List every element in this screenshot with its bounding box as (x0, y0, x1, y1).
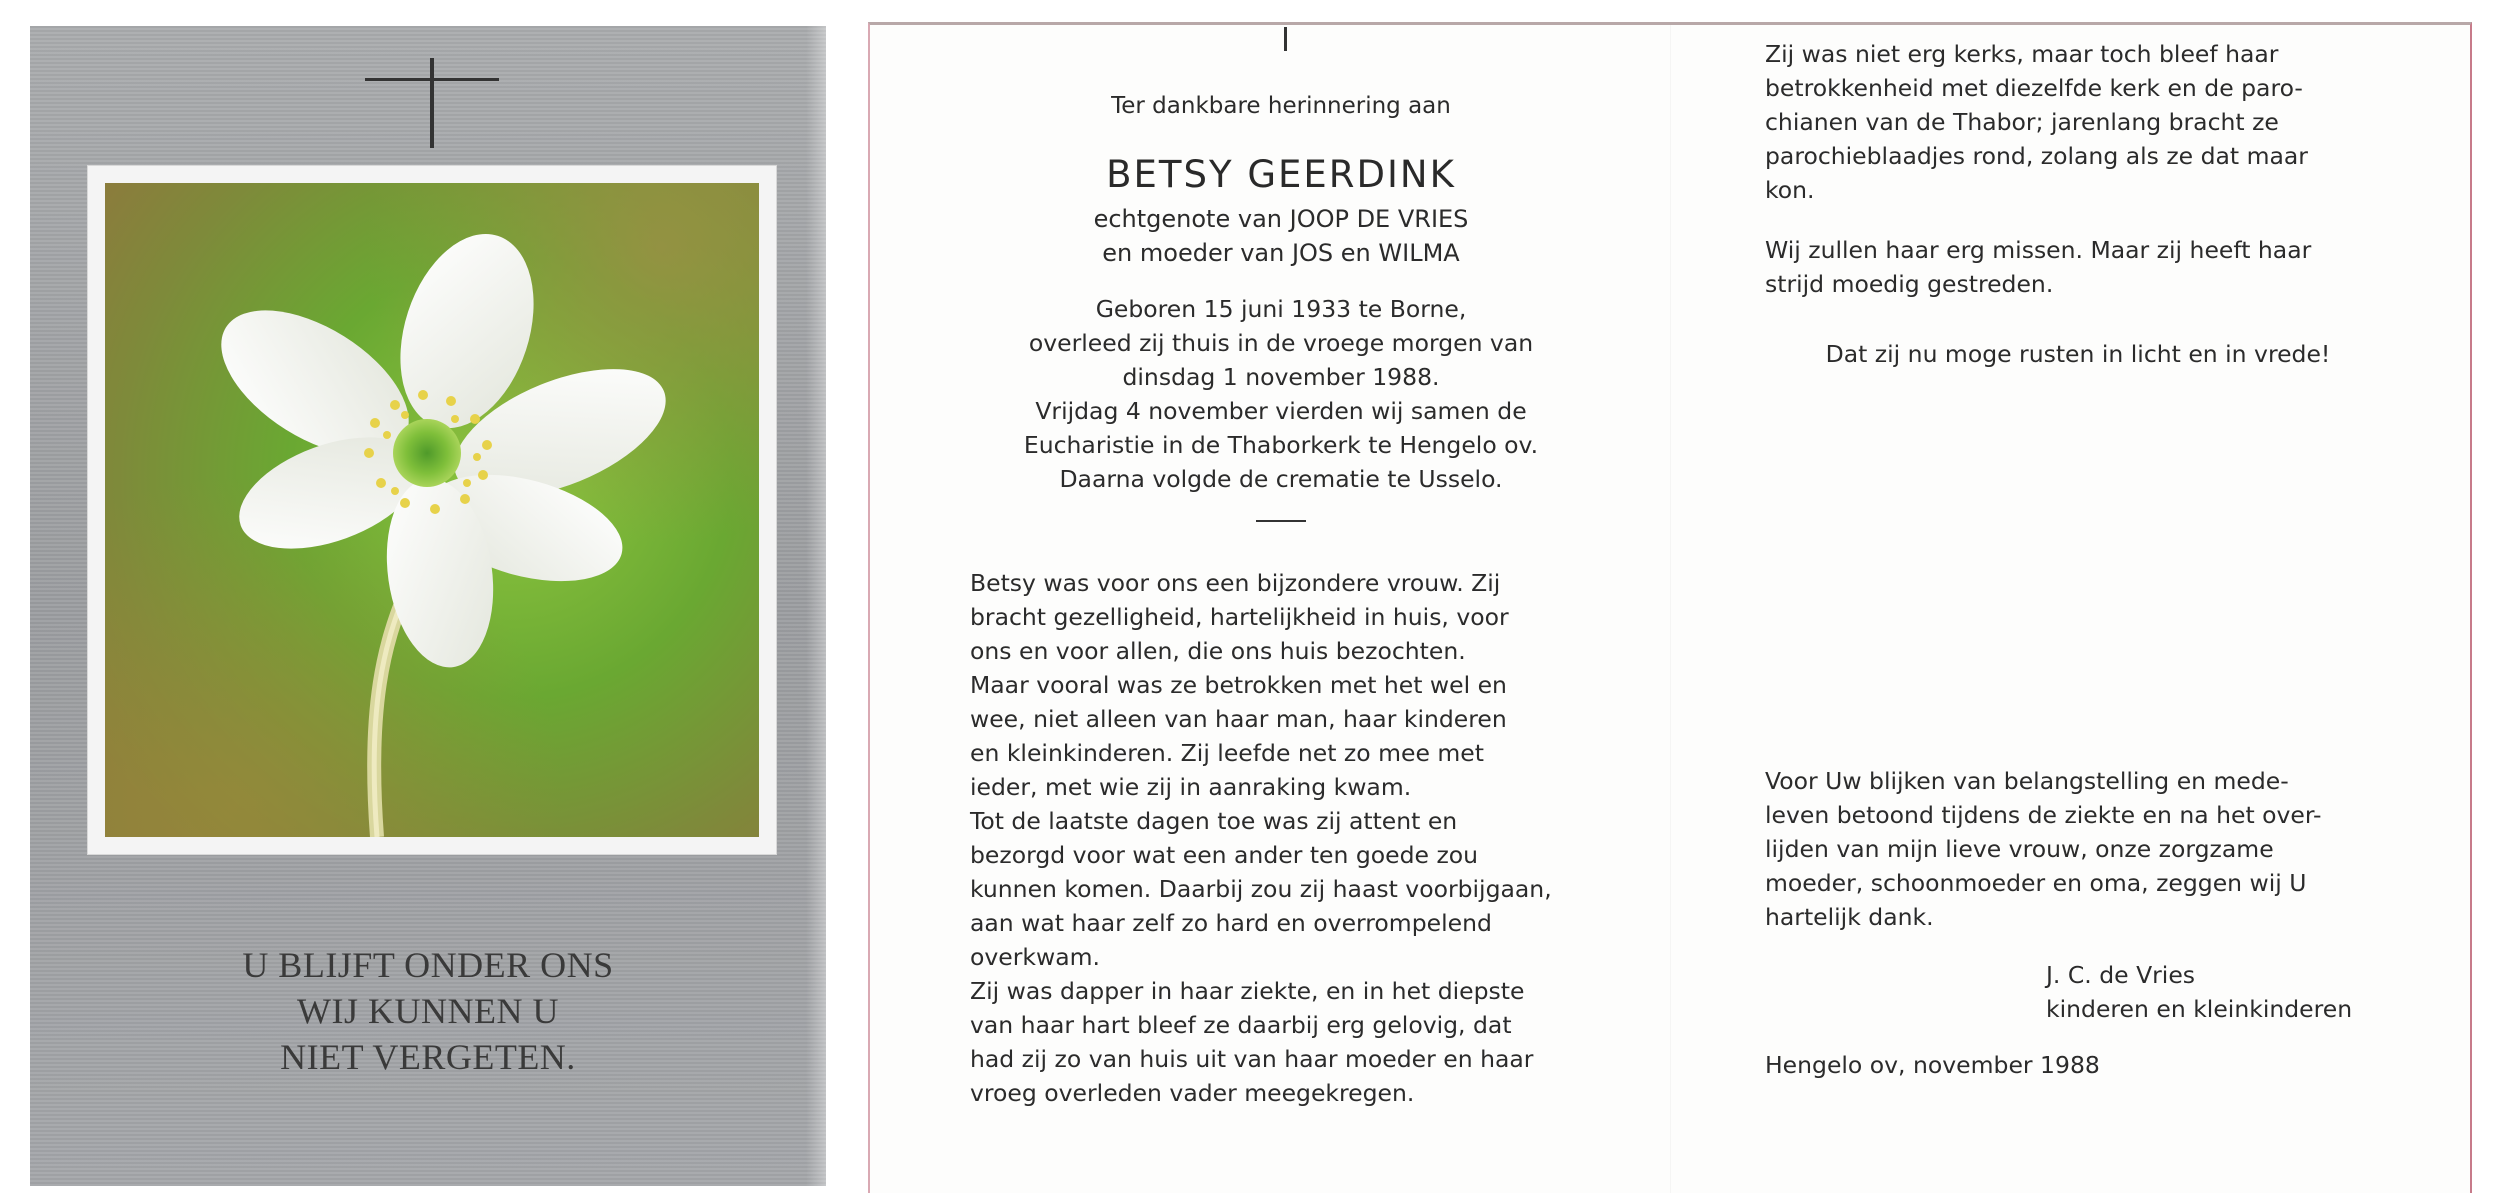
front-card (30, 26, 826, 1186)
cross-icon-horizontal (365, 78, 499, 81)
paragraph-missing (1765, 233, 2391, 301)
card-fold (1670, 25, 1671, 1193)
eulogy-line: ons en voor allen, die ons huis bezochten. (970, 637, 1466, 665)
date-line: Eucharistie in de Thaborkerk te Hengelo ov. (1023, 431, 1539, 459)
eulogy-text (970, 566, 1592, 1110)
eulogy-line: aan wat haar zelf zo hard en overrompelend (970, 909, 1492, 937)
text-line: leven betoond tijdens de ziekte en na het over- (1765, 801, 2322, 829)
eulogy-line: ieder, met wie zij in aanraking kwam. (970, 773, 1412, 801)
cross-icon-vertical (430, 58, 434, 148)
eulogy-line: bracht gezelligheid, hartelijkheid in huis, voor (970, 603, 1509, 631)
place-date: Hengelo ov, november 1988 (1765, 1051, 2100, 1079)
date-line: dinsdag 1 november 1988. (1122, 363, 1440, 391)
signature-line: kinderen en kleinkinderen (2046, 995, 2353, 1023)
eulogy-line: Tot de laatste dagen toe was zij attent en (970, 807, 1458, 835)
relation-line: echtgenote van JOOP DE VRIES (1093, 205, 1469, 233)
paragraph-church (1765, 37, 2391, 207)
prayer-line: Dat zij nu moge rusten in licht en in vrede! (1825, 340, 2331, 368)
cross-icon-small (1284, 27, 1287, 51)
eulogy-line: vroeg overleden vader meegekregen. (970, 1079, 1415, 1107)
left-page (970, 81, 1592, 1110)
text-line: moeder, schoonmoeder en oma, zeggen wij U (1765, 869, 2307, 897)
eulogy-line: had zij zo van huis uit van haar moeder en haar (970, 1045, 1534, 1073)
inside-card (868, 22, 2472, 1193)
photo-frame (88, 166, 776, 854)
eulogy-line: Betsy was voor ons een bijzondere vrouw. Zij (970, 569, 1501, 597)
eulogy-line: kunnen komen. Daarbij zou zij haast voorbijgaan, (970, 875, 1552, 903)
caption-line: U BLIJFT ONDER ONS (242, 945, 614, 985)
intro-line: Ter dankbare herinnering aan (1111, 93, 1451, 119)
caption-line: WIJ KUNNEN U (297, 991, 559, 1031)
eulogy-line: Zij was dapper in haar ziekte, en in het diepste (970, 977, 1525, 1005)
text-line: betrokkenheid met diezelfde kerk en de paro- (1765, 74, 2303, 102)
eulogy-line: overkwam. (970, 943, 1100, 971)
text-line: Wij zullen haar erg missen. Maar zij heeft haar (1765, 236, 2312, 264)
flower-photo (105, 183, 759, 837)
signature-line: J. C. de Vries (2046, 961, 2196, 989)
divider (1256, 520, 1306, 522)
text-line: kon. (1765, 176, 1815, 204)
date-line: Daarna volgde de crematie te Usselo. (1059, 465, 1503, 493)
eulogy-line: van haar hart bleef ze daarbij erg gelovig, dat (970, 1011, 1512, 1039)
text-line: hartelijk dank. (1765, 903, 1934, 931)
eulogy-line: wee, niet alleen van haar man, haar kinderen (970, 705, 1507, 733)
date-line: overleed zij thuis in de vroege morgen van (1028, 329, 1534, 357)
relation-line: en moeder van JOS en WILMA (1102, 239, 1460, 267)
signature (1765, 958, 2391, 1026)
text-line: lijden van mijn lieve vrouw, onze zorgzame (1765, 835, 2274, 863)
deceased-name: BETSY GEERDINK (1106, 153, 1456, 196)
eulogy-line: Maar vooral was ze betrokken met het wel en (970, 671, 1507, 699)
memorial-caption (30, 942, 826, 1080)
right-page (1765, 37, 2391, 1082)
eulogy-line: en kleinkinderen. Zij leefde net zo mee met (970, 739, 1484, 767)
date-line: Vrijdag 4 november vierden wij samen de (1035, 397, 1527, 425)
thanks-paragraph (1765, 764, 2391, 934)
life-dates (970, 292, 1592, 496)
text-line: Zij was niet erg kerks, maar toch bleef haar (1765, 40, 2279, 68)
text-line: parochieblaadjes rond, zolang als ze dat maar (1765, 142, 2308, 170)
relations (970, 202, 1592, 270)
eulogy-line: bezorgd voor wat een ander ten goede zou (970, 841, 1479, 869)
date-line: Geboren 15 juni 1933 te Borne, (1095, 295, 1467, 323)
text-line: chianen van de Thabor; jarenlang bracht ze (1765, 108, 2279, 136)
text-line: Voor Uw blijken van belangstelling en mede- (1765, 767, 2289, 795)
text-line: strijd moedig gestreden. (1765, 270, 2054, 298)
caption-line: NIET VERGETEN. (280, 1037, 576, 1077)
anemone-flower-image (105, 183, 759, 837)
